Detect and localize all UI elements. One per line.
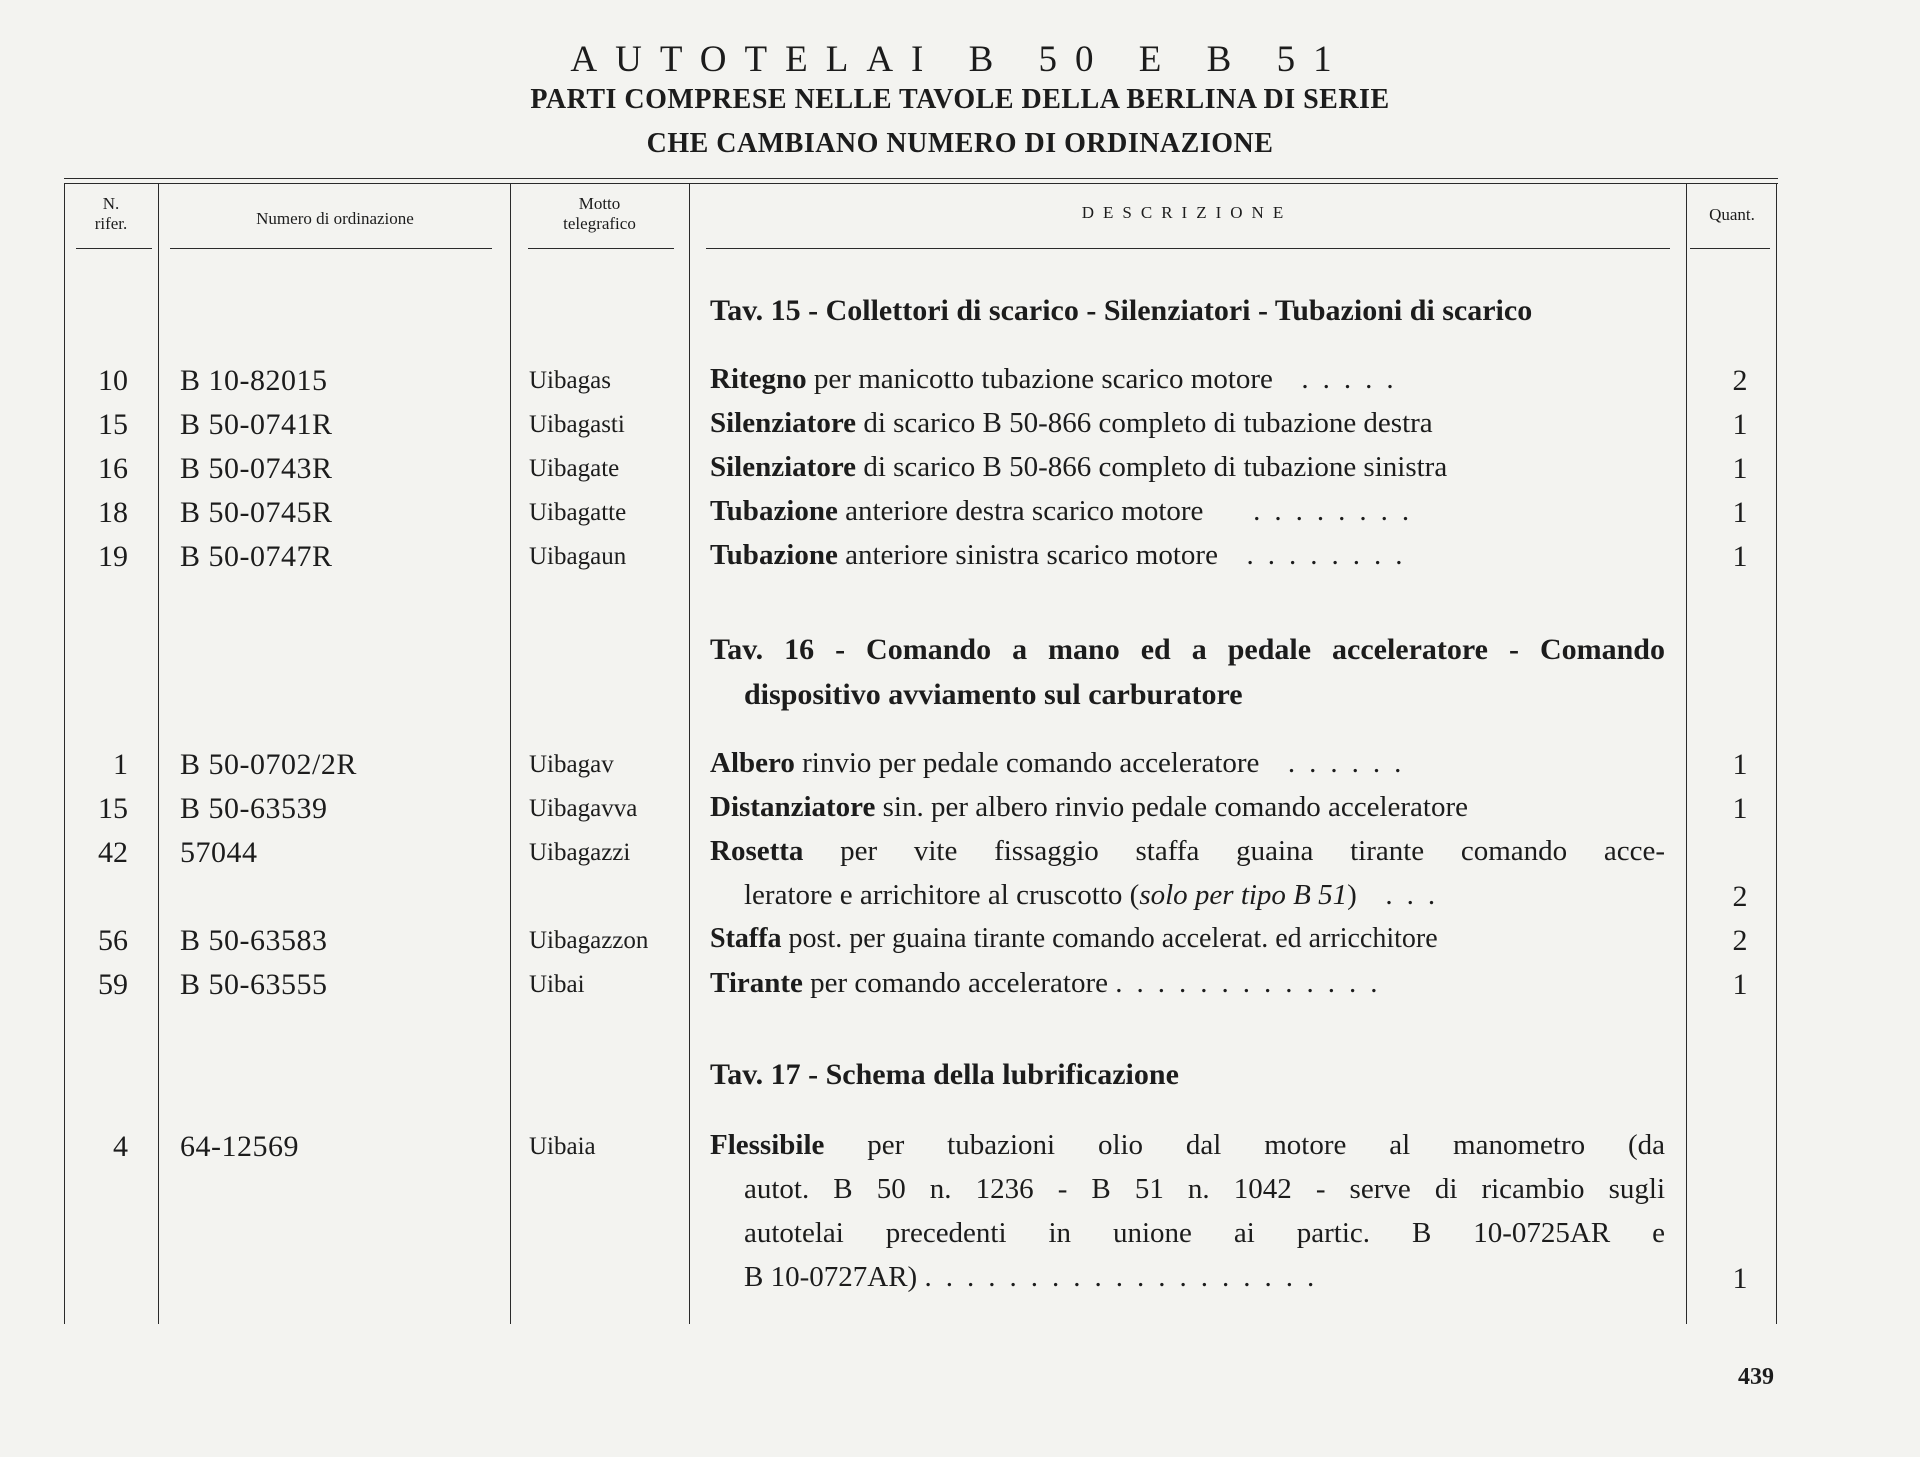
header-underline — [528, 248, 674, 249]
telegraphic-code: Uibagaun — [529, 543, 627, 570]
quantity: 1 — [1732, 748, 1748, 781]
page-subtitle-1: PARTI COMPRESE NELLE TAVOLE DELLA BERLINA DI SERIE — [530, 84, 1390, 115]
description-text: ) — [1347, 879, 1357, 911]
quantity: 1 — [1732, 452, 1748, 485]
leader-dots: ........ — [1210, 495, 1424, 527]
page-subtitle-2: CHE CAMBIANO NUMERO DI ORDINAZIONE — [646, 128, 1274, 159]
description-text: anteriore sinistra scarico motore — [845, 539, 1218, 571]
telegraphic-code: Uibaia — [529, 1133, 596, 1160]
description-text: anteriore destra scarico motore — [845, 495, 1204, 527]
leader-dots: ..... — [1280, 363, 1408, 395]
column-header-motto-line-1: Motto — [578, 194, 621, 213]
table-top-rule-2 — [64, 183, 1778, 184]
column-header-motto-line-2: telegrafico — [563, 214, 636, 233]
part-name: Staffa — [710, 923, 782, 954]
description-text: per vite fissaggio staffa guaina tirante comando acce- — [840, 835, 1666, 867]
leader-dots: ...... — [1266, 747, 1416, 779]
description-text: di scarico B 50-866 completo di tubazione sinistra — [863, 451, 1448, 483]
leader-dots: ............. — [1115, 967, 1392, 999]
quantity: 1 — [1732, 792, 1748, 825]
column-header-motto — [512, 194, 687, 234]
ref-number: 19 — [98, 540, 128, 573]
telegraphic-code: Uibagavva — [529, 795, 638, 822]
description — [710, 785, 1665, 829]
description-text: rinvio per pedale comando acceleratore — [802, 747, 1260, 779]
order-number: B 50-63555 — [180, 968, 328, 1001]
part-name: Tirante — [710, 967, 803, 999]
column-header-ref-line-2: rifer. — [94, 214, 128, 233]
ref-number: 15 — [98, 792, 128, 825]
description-text: di scarico B 50-866 completo di tubazione destra — [863, 407, 1433, 439]
description — [710, 357, 1665, 401]
quantity: 1 — [1732, 968, 1748, 1001]
ref-number: 4 — [113, 1130, 128, 1163]
description-line-4 — [710, 1255, 1665, 1299]
description-text: per comando acceleratore — [810, 967, 1109, 999]
ref-number: 42 — [98, 836, 128, 869]
part-name: Tubazione — [710, 495, 838, 527]
part-name: Silenziatore — [710, 407, 857, 439]
column-header-ref — [66, 194, 156, 234]
telegraphic-code: Uibai — [529, 971, 585, 998]
telegraphic-code: Uibagatte — [529, 499, 627, 526]
quantity: 1 — [1732, 540, 1748, 573]
quantity: 1 — [1732, 1262, 1748, 1295]
page-title: AUTOTELAI B 50 E B 51 — [570, 39, 1350, 80]
description — [710, 401, 1665, 445]
description-line-1 — [710, 1123, 1665, 1167]
leader-dots: ... — [1364, 879, 1450, 911]
quantity: 2 — [1732, 364, 1748, 397]
column-divider — [689, 184, 690, 1324]
ref-number: 59 — [98, 968, 128, 1001]
part-name: Ritegno — [710, 363, 807, 395]
part-name: Flessibile — [710, 1129, 825, 1161]
part-name: Rosetta — [710, 835, 804, 867]
quantity: 1 — [1732, 496, 1748, 529]
description — [710, 917, 1665, 961]
header-underline — [706, 248, 1670, 249]
order-number: B 50-63539 — [180, 792, 328, 825]
order-number: B 10-82015 — [180, 364, 328, 397]
column-divider — [158, 184, 159, 1324]
column-header-description: DESCRIZIONE — [1081, 203, 1293, 222]
order-number: 57044 — [180, 836, 258, 869]
order-number: B 50-0702/2R — [180, 748, 357, 781]
part-name: Silenziatore — [710, 451, 857, 483]
telegraphic-code: Uibagazzi — [529, 839, 631, 866]
ref-number: 18 — [98, 496, 128, 529]
description-text: leratore e arrichitore al cruscotto ( — [744, 879, 1140, 911]
section-title-line-2: dispositivo avviamento sul carburatore — [744, 678, 1243, 711]
header-underline — [1690, 248, 1770, 249]
column-divider — [1686, 184, 1687, 1324]
leader-dots: ........ — [1225, 539, 1417, 571]
column-divider — [510, 184, 511, 1324]
ref-number: 1 — [113, 748, 128, 781]
order-number: B 50-0747R — [180, 540, 333, 573]
description — [710, 445, 1665, 489]
description-line-2 — [710, 873, 1665, 917]
quantity: 2 — [1732, 880, 1748, 913]
description — [710, 741, 1665, 785]
description-line-3: autotelai precedenti in unione ai partic. B 10-0725AR e — [744, 1217, 1665, 1249]
ref-number: 15 — [98, 408, 128, 441]
telegraphic-code: Uibagazzon — [529, 927, 649, 954]
description — [710, 1123, 1665, 1299]
column-header-ref-line-1: N. — [102, 194, 120, 213]
section-title-tav-15: Tav. 15 - Collettori di scarico - Silenziatori - Tubazioni di scarico — [710, 294, 1533, 327]
description-text: per manicotto tubazione scarico motore — [813, 363, 1273, 395]
ref-number: 16 — [98, 452, 128, 485]
telegraphic-code: Uibagas — [529, 367, 611, 394]
description — [710, 961, 1665, 1005]
order-number: B 50-0741R — [180, 408, 333, 441]
part-name: Distanziatore — [710, 791, 876, 823]
header-underline — [76, 248, 152, 249]
description-text: per tubazioni olio dal motore al manometro (da — [867, 1129, 1665, 1161]
leader-dots: ................... — [924, 1261, 1329, 1293]
telegraphic-code: Uibagate — [529, 455, 620, 482]
order-number: B 50-0743R — [180, 452, 333, 485]
column-divider — [64, 184, 65, 1324]
description-text: sin. per albero rinvio pedale comando acceleratore — [882, 791, 1468, 823]
order-number: B 50-0745R — [180, 496, 333, 529]
telegraphic-code: Uibagasti — [529, 411, 625, 438]
description-line-1 — [710, 829, 1665, 873]
part-name: Tubazione — [710, 539, 838, 571]
part-name: Albero — [710, 747, 795, 779]
order-number: B 50-63583 — [180, 924, 328, 957]
description-italic: solo per tipo B 51 — [1139, 879, 1348, 911]
description — [710, 489, 1665, 533]
description-text: B 10-0727AR) — [744, 1261, 918, 1293]
quantity: 1 — [1732, 408, 1748, 441]
column-header-quantity: Quant. — [1709, 205, 1755, 224]
description — [710, 829, 1665, 917]
description-line-2: autot. B 50 n. 1236 - B 51 n. 1042 - serve di ricambio sugli — [744, 1173, 1665, 1205]
order-number: 64-12569 — [180, 1130, 299, 1163]
ref-number: 10 — [98, 364, 128, 397]
section-title-tav-16 — [710, 627, 1665, 717]
column-header-order: Numero di ordinazione — [256, 209, 414, 228]
section-title-line-1: Tav. 16 - Comando a mano ed a pedale acceleratore - Comando — [710, 633, 1665, 666]
ref-number: 56 — [98, 924, 128, 957]
header-underline — [170, 248, 492, 249]
telegraphic-code: Uibagav — [529, 751, 614, 778]
section-title-tav-17: Tav. 17 - Schema della lubrificazione — [710, 1058, 1179, 1091]
description — [710, 533, 1665, 577]
page-number: 439 — [1738, 1364, 1774, 1390]
table-top-rule — [64, 178, 1778, 179]
description-text: post. per guaina tirante comando accelerat. ed arricchitore — [788, 923, 1438, 954]
quantity: 2 — [1732, 924, 1748, 957]
